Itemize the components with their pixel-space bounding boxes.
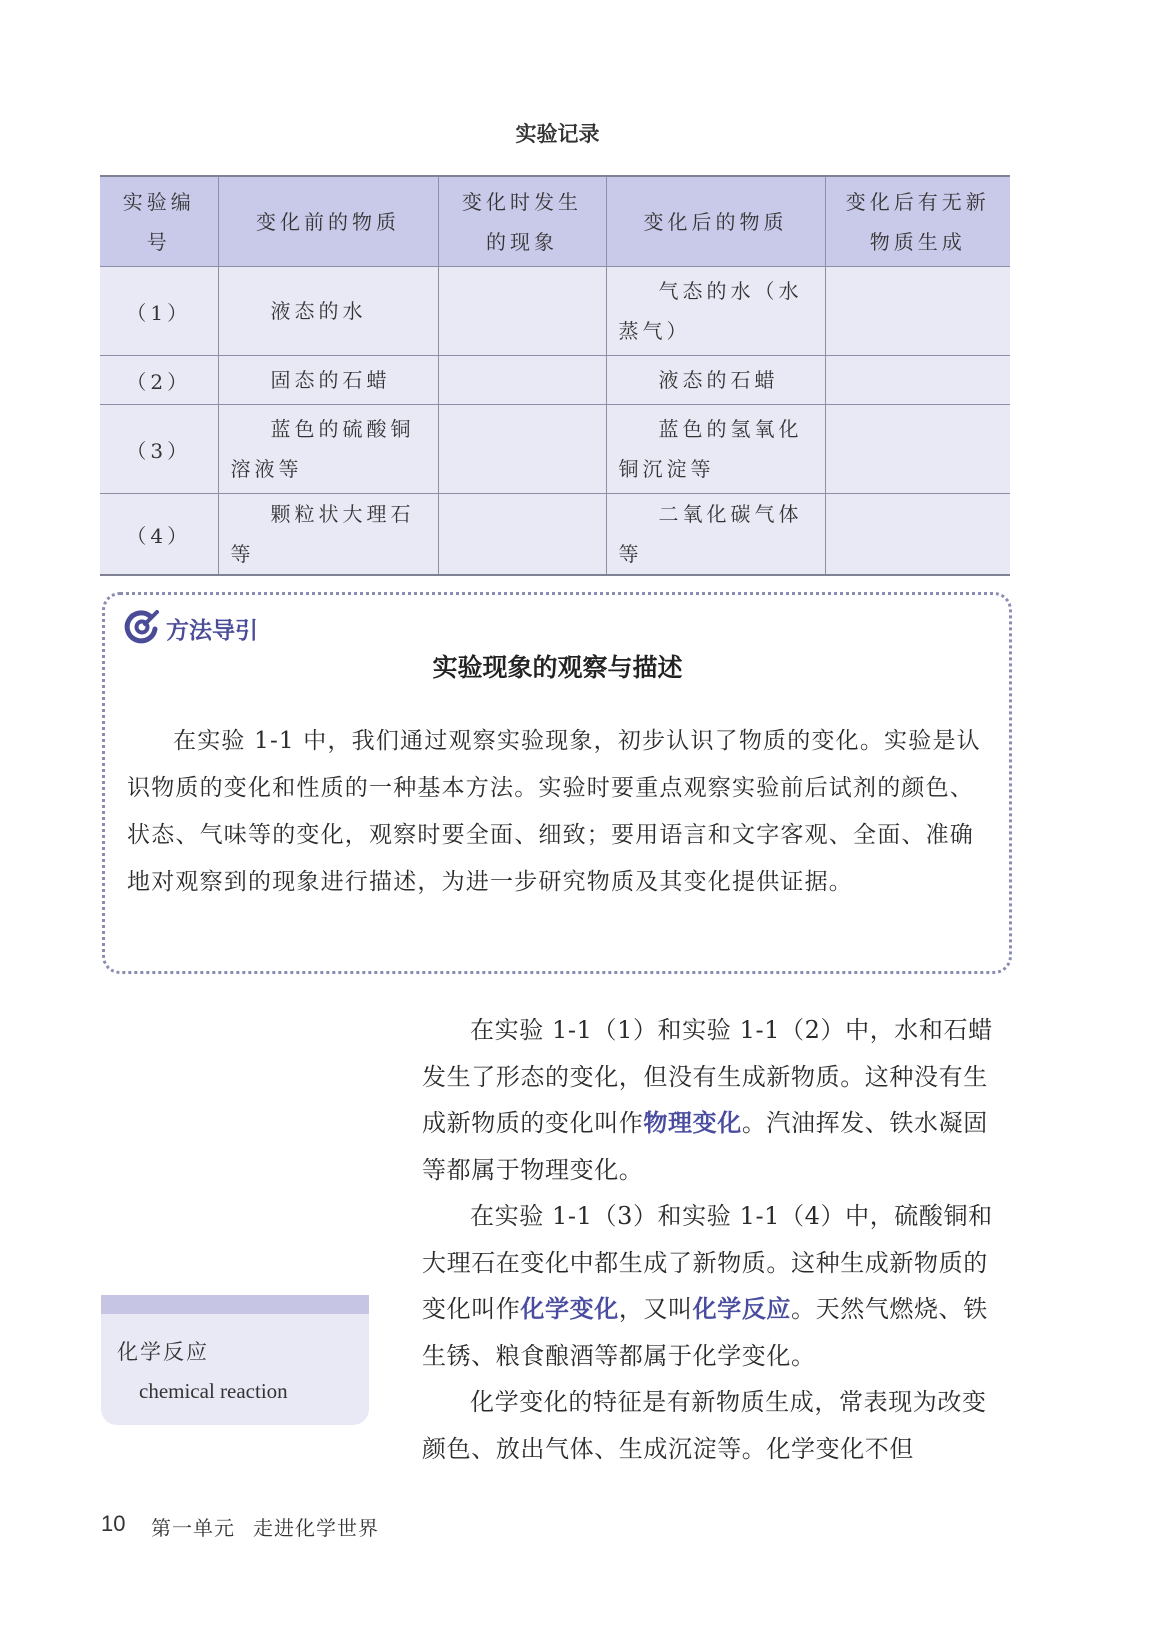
cell-experiment-id: （4） (100, 494, 218, 576)
paragraph-chemical-feature: 化学变化的特征是有新物质生成，常表现为改变颜色、放出气体、生成沉淀等。化学变化不但 (422, 1388, 987, 1463)
cell-phenomenon (438, 267, 606, 356)
cell-after-substance: 液态的石蜡 (606, 356, 825, 405)
method-guide-label: 方法导引 (166, 618, 258, 644)
header-experiment-id: 实验编号 (100, 176, 218, 267)
glossary-header-bar (101, 1295, 369, 1314)
footer-chapter-title: 走进化学世界 (253, 1516, 379, 1540)
header-new-substance: 变化后有无新物质生成 (825, 176, 1010, 267)
cell-after-substance: 蓝色的氢氧化铜沉淀等 (606, 405, 825, 494)
header-before-substance: 变化前的物质 (218, 176, 438, 267)
cell-phenomenon (438, 405, 606, 494)
method-guide-title: 实验现象的观察与描述 (432, 653, 683, 682)
cell-before-substance: 固态的石蜡 (218, 356, 438, 405)
header-phenomenon: 变化时发生的现象 (438, 176, 606, 267)
cell-experiment-id: （1） (100, 267, 218, 356)
cell-after-substance: 气态的水（水蒸气） (606, 267, 825, 356)
term-physical-change: 物理变化 (643, 1108, 742, 1137)
main-text (422, 1007, 1010, 1472)
cell-before-substance: 颗粒状大理石等 (218, 494, 438, 576)
text-span: 在实验 1-1（3）和实验 1-1（4）中，硫酸铜和大理石在变化中都生成了新物质。这种生成新物质的变化叫作 (422, 1202, 993, 1323)
glossary-term-english: chemical reaction (139, 1379, 288, 1403)
table-row (100, 356, 1010, 405)
method-guide-paragraph: 在实验 1-1 中，我们通过观察实验现象，初步认识了物质的变化。实验是认识物质的变化和性质的一种基本方法。实验时要重点观察实验前后试剂的颜色、状态、气味等的变化，观察时要全面、细致；要用语言和文字客观、全面、准确地对观察到的现象进行描述，为进一步研究物质及其变化提供证据。 (127, 728, 981, 895)
text-span: 。汽油挥发、铁水凝固等都属于物理变化。 (422, 1109, 988, 1184)
table-title: 实验记录 (515, 122, 600, 146)
method-guide-body (127, 718, 989, 906)
experiment-record-table (100, 175, 1010, 576)
term-chemical-reaction: 化学反应 (692, 1294, 792, 1323)
header-after-substance: 变化后的物质 (606, 176, 825, 267)
cell-new-substance (825, 405, 1010, 494)
cell-phenomenon (438, 356, 606, 405)
method-guide-icon (124, 609, 160, 645)
table-row (100, 494, 1010, 576)
table-row (100, 405, 1010, 494)
term-chemical-change: 化学变化 (520, 1294, 619, 1323)
paragraph-physical-change (422, 1007, 1010, 1193)
text-span: 在实验 1-1（1）和实验 1-1（2）中，水和石蜡发生了形态的变化，但没有生成新物质。这种没有生成新物质的变化叫作 (422, 1016, 993, 1137)
cell-new-substance (825, 494, 1010, 576)
cell-phenomenon (438, 494, 606, 576)
cell-before-substance: 蓝色的硫酸铜溶液等 (218, 405, 438, 494)
table-header-row (100, 176, 1010, 267)
cell-after-substance: 二氧化碳气体等 (606, 494, 825, 576)
text-span: ，又叫 (618, 1295, 693, 1323)
paragraph-chemical-change (422, 1193, 1010, 1379)
text-span: 。天然气燃烧、铁生锈、粮食酿酒等都属于化学变化。 (422, 1295, 988, 1370)
footer-unit: 第一单元 (151, 1516, 235, 1540)
cell-new-substance (825, 267, 1010, 356)
page-number: 10 (101, 1511, 126, 1536)
table-row (100, 267, 1010, 356)
glossary-box (101, 1295, 369, 1425)
cell-before-substance: 液态的水 (218, 267, 438, 356)
glossary-term-chinese: 化学反应 (117, 1340, 209, 1364)
cell-experiment-id: （3） (100, 405, 218, 494)
cell-new-substance (825, 356, 1010, 405)
cell-experiment-id: （2） (100, 356, 218, 405)
